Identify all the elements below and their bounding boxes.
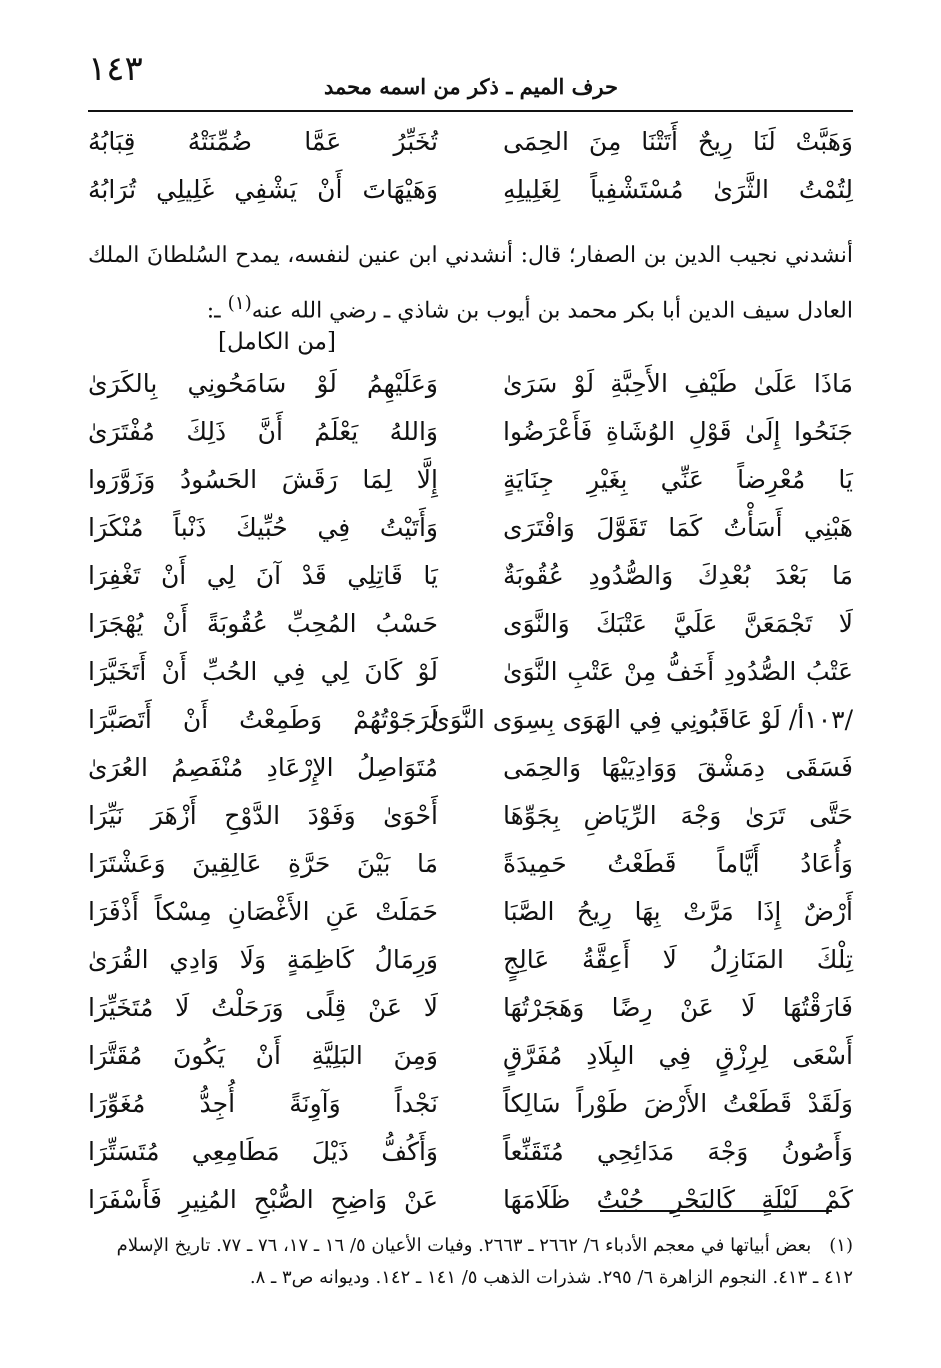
verse-line [88, 1128, 853, 1176]
verse-first-hemistich: عَتْبُ الصُّدُودِ أَخَفُّ مِنْ عَتْبِ النَّوَىٰ [503, 657, 853, 686]
verse-line [88, 360, 853, 408]
verse-line [88, 840, 853, 888]
poem [88, 360, 853, 1224]
verse-second-hemistich: مُتَوَاصِلُ الإِرْعَادِ مُنْفَصِمُ العُرَىٰ [88, 753, 438, 782]
verse-first-hemistich: لِتُمْتُ الثَّرَىٰ مُسْتَشْفِياً لِغَلِيلِهِ [503, 175, 853, 204]
verse-first-hemistich: /١٠٣أ/ لَوْ عَاقَبُونِي فِي الهَوَى بِسِوَى النَّوَىٰ [430, 705, 853, 734]
verse-line [88, 792, 853, 840]
meter-label: [من الكامل] [218, 329, 336, 355]
footnote [88, 1230, 853, 1294]
intro-paragraph [88, 232, 853, 335]
verse-first-hemistich: وَأَصُونُ وَجْهَ مَدَائِحِي مُتَقَنِّعاً [503, 1137, 853, 1166]
verse-line [88, 166, 853, 214]
verse-second-hemistich: لَا عَنْ قِلًى وَرَحَلْتُ لَا مُتَخَيِّرَا [88, 993, 438, 1022]
intro-ending: ـ: [206, 298, 228, 324]
verse-second-hemistich: لَوْ كَانَ لِي فِي الحُبِّ أَنْ أَتَخَيَّرَا [88, 657, 438, 686]
verse-second-hemistich: وَرِمَالُ كَاظِمَةٍ وَلَا وَادِي القُرَىٰ [88, 945, 438, 974]
verse-line [88, 696, 853, 744]
verse-first-hemistich: وَهَبَّتْ لَنَا رِيحٌ أَتَتْنَا مِنَ الحِمَى [503, 127, 853, 156]
footnote-reference[interactable]: (١) [227, 293, 252, 314]
verse-first-hemistich: وَلَقَدْ قَطَعْتُ الأَرْضَ طَوْراً سَالِكاً [503, 1089, 853, 1118]
verse-first-hemistich: لَا تَجْمَعَنَّ عَلَيَّ عَتْبَكَ وَالنَّوَى [503, 609, 853, 638]
verse-first-hemistich: أَسْعَى لِرِزْقٍ فِي البِلَادِ مُفَرَّقٍ [503, 1041, 853, 1070]
verse-first-hemistich: تِلْكَ المَنَازِلُ لَا أَعِقَّةُ عَالِجٍ [503, 945, 853, 974]
verse-first-hemistich: هَبْنِي أَسَأْتُ كَمَا تَقَوَّلَ وَافْتَرَى [503, 513, 853, 542]
verse-first-hemistich: وَأُعَادُ أَيَّاماً قَطَعْتُ حَمِيدَةً [503, 849, 853, 878]
verse-second-hemistich: تُخَبِّرُ عَمَّا ضُمِّنَتْهُ قِبَابُهُ [88, 127, 438, 156]
verse-line [88, 504, 853, 552]
verse-first-hemistich: أَرْضٌ إِذَا مَرَّتْ بِهَا رِيحُ الصَّبَا [503, 897, 853, 926]
footnote-marker: (١) [829, 1235, 853, 1256]
intro-text: أنشدني نجيب الدين بن الصفار؛ قال: أنشدني ابن عنين لنفسه، يمدح السُلطانَ الملك العادل سيف الدين أبا بكر محمد بن أيوب بن شاذي ـ رضي الله عنه [88, 243, 853, 324]
verse-line [88, 648, 853, 696]
verse-line [88, 936, 853, 984]
verse-line [88, 1080, 853, 1128]
verse-first-hemistich: كَمْ لَيْلَةٍ كَالبَحْرِ جُبْتُ ظَلَامَهَا [503, 1185, 853, 1214]
verse-line [88, 552, 853, 600]
verse-line [88, 118, 853, 166]
verse-second-hemistich: وَعَلَيْهِمُ لَوْ سَامَحُونِي بِالكَرَىٰ [88, 369, 438, 398]
verse-line [88, 744, 853, 792]
verse-second-hemistich: عَنْ وَاضِحِ الصُّبْحِ المُنِيرِ فَأَسْفَرَا [88, 1185, 438, 1214]
verse-second-hemistich: وَاللهُ يَعْلَمُ أَنَّ ذَلِكَ مُفْتَرَىٰ [88, 417, 438, 446]
verse-second-hemistich: يَا قَاتِلِي قَدْ آنَ لِي أَنْ تَغْفِرَا [88, 561, 438, 590]
verse-second-hemistich: نَجْداً وَآوِنَةً أُجِدُّ مُغَوِّرَا [88, 1089, 438, 1118]
verse-second-hemistich: مَا بَيْنَ حَرَّةِ عَالِقِينَ وَعَشْتَرَا [88, 849, 438, 878]
verse-first-hemistich: جَنَحُوا إِلَىٰ قَوْلِ الوُشَاةِ فَأَعْرَضُوا [503, 417, 853, 446]
footnote-text: بعض أبياتها في معجم الأدباء ٦/ ٢٦٦٢ ـ ٢٦٦٣. وفيات الأعيان ٥/ ١٦ ـ ١٧، ٧٦ ـ ٧٧. تاريخ الإسلام ٤١٢ ـ ٤١٣. النجوم الزاهرة ٦/ ٢٩٥. شذرات الذهب ٥/ ١٤١ ـ ١٤٢. وديوانه ص٣ ـ ٨. [116, 1235, 853, 1288]
running-title: حرف الميم ـ ذكر من اسمه محمد [323, 74, 618, 99]
verse-first-hemistich: مَاذَا عَلَىٰ طَيْفِ الأَحِبَّةِ لَوْ سَرَىٰ [503, 369, 853, 398]
verse-first-hemistich: فَارَقْتُهَا لَا عَنْ رِضًا وَهَجَرْتُهَا [503, 993, 853, 1022]
verse-line [88, 1032, 853, 1080]
verse-first-hemistich: حَتَّى تَرَىٰ وَجْهَ الرِّيَاضِ بِجَوِّهَا [503, 801, 853, 830]
verse-line [88, 984, 853, 1032]
verse-second-hemistich: حَمَلَتْ عَنِ الأَغْصَانِ مِسْكاً أَذْفَرَا [88, 897, 438, 926]
verse-line [88, 888, 853, 936]
verse-line [88, 600, 853, 648]
verse-second-hemistich: إِلَّا لِمَا رَقَشَ الحَسُودُ وَزَوَّرَوا [88, 465, 438, 494]
verse-line [88, 456, 853, 504]
page-number: ١٤٣ [88, 49, 143, 89]
verse-second-hemistich: أَحْوَىٰ وَفَوْدَ الدَّوْحِ أَزْهَرَ نَيِّرَا [88, 801, 438, 830]
verse-line [88, 408, 853, 456]
verse-first-hemistich: يَا مُعْرِضاً عَنِّي بِغَيْرِ جِنَايَةٍ [503, 465, 853, 494]
verse-line [88, 1176, 853, 1224]
header-rule [88, 110, 853, 112]
verse-second-hemistich: وَأَتَيْتُ فِي حُبِّيكَ ذَنْباً مُنْكَرَا [88, 513, 438, 542]
verse-second-hemistich: وَمِنَ البَلِيَّةِ أَنْ يَكُونَ مُقَتَّرَا [88, 1041, 438, 1070]
verse-second-hemistich: لَرَجَوْتُهُمْ وَطَمِعْتُ أَنْ أَتَصَبَّرَا [88, 705, 438, 734]
verse-second-hemistich: حَسْبُ المُحِبِّ عُقُوبَةً أَنْ يُهْجَرَا [88, 609, 438, 638]
footnote-rule [600, 1210, 832, 1212]
verse-first-hemistich: فَسَقَى دِمَشْقَ وَوَادِيَيْهَا وَالحِمَى [503, 753, 853, 782]
verse-first-hemistich: مَا بَعْدَ بُعْدِكَ وَالصُّدُودِ عُقُوبَةٌ [503, 561, 853, 590]
verse-second-hemistich: وَهَيْهَاتَ أَنْ يَشْفِي غَلِيلِي تُرَابُهُ [88, 175, 438, 204]
opening-verses [88, 118, 853, 214]
verse-second-hemistich: وَأَكُفُّ ذَيْلَ مَطَامِعِي مُتَسَتِّرَا [88, 1137, 438, 1166]
